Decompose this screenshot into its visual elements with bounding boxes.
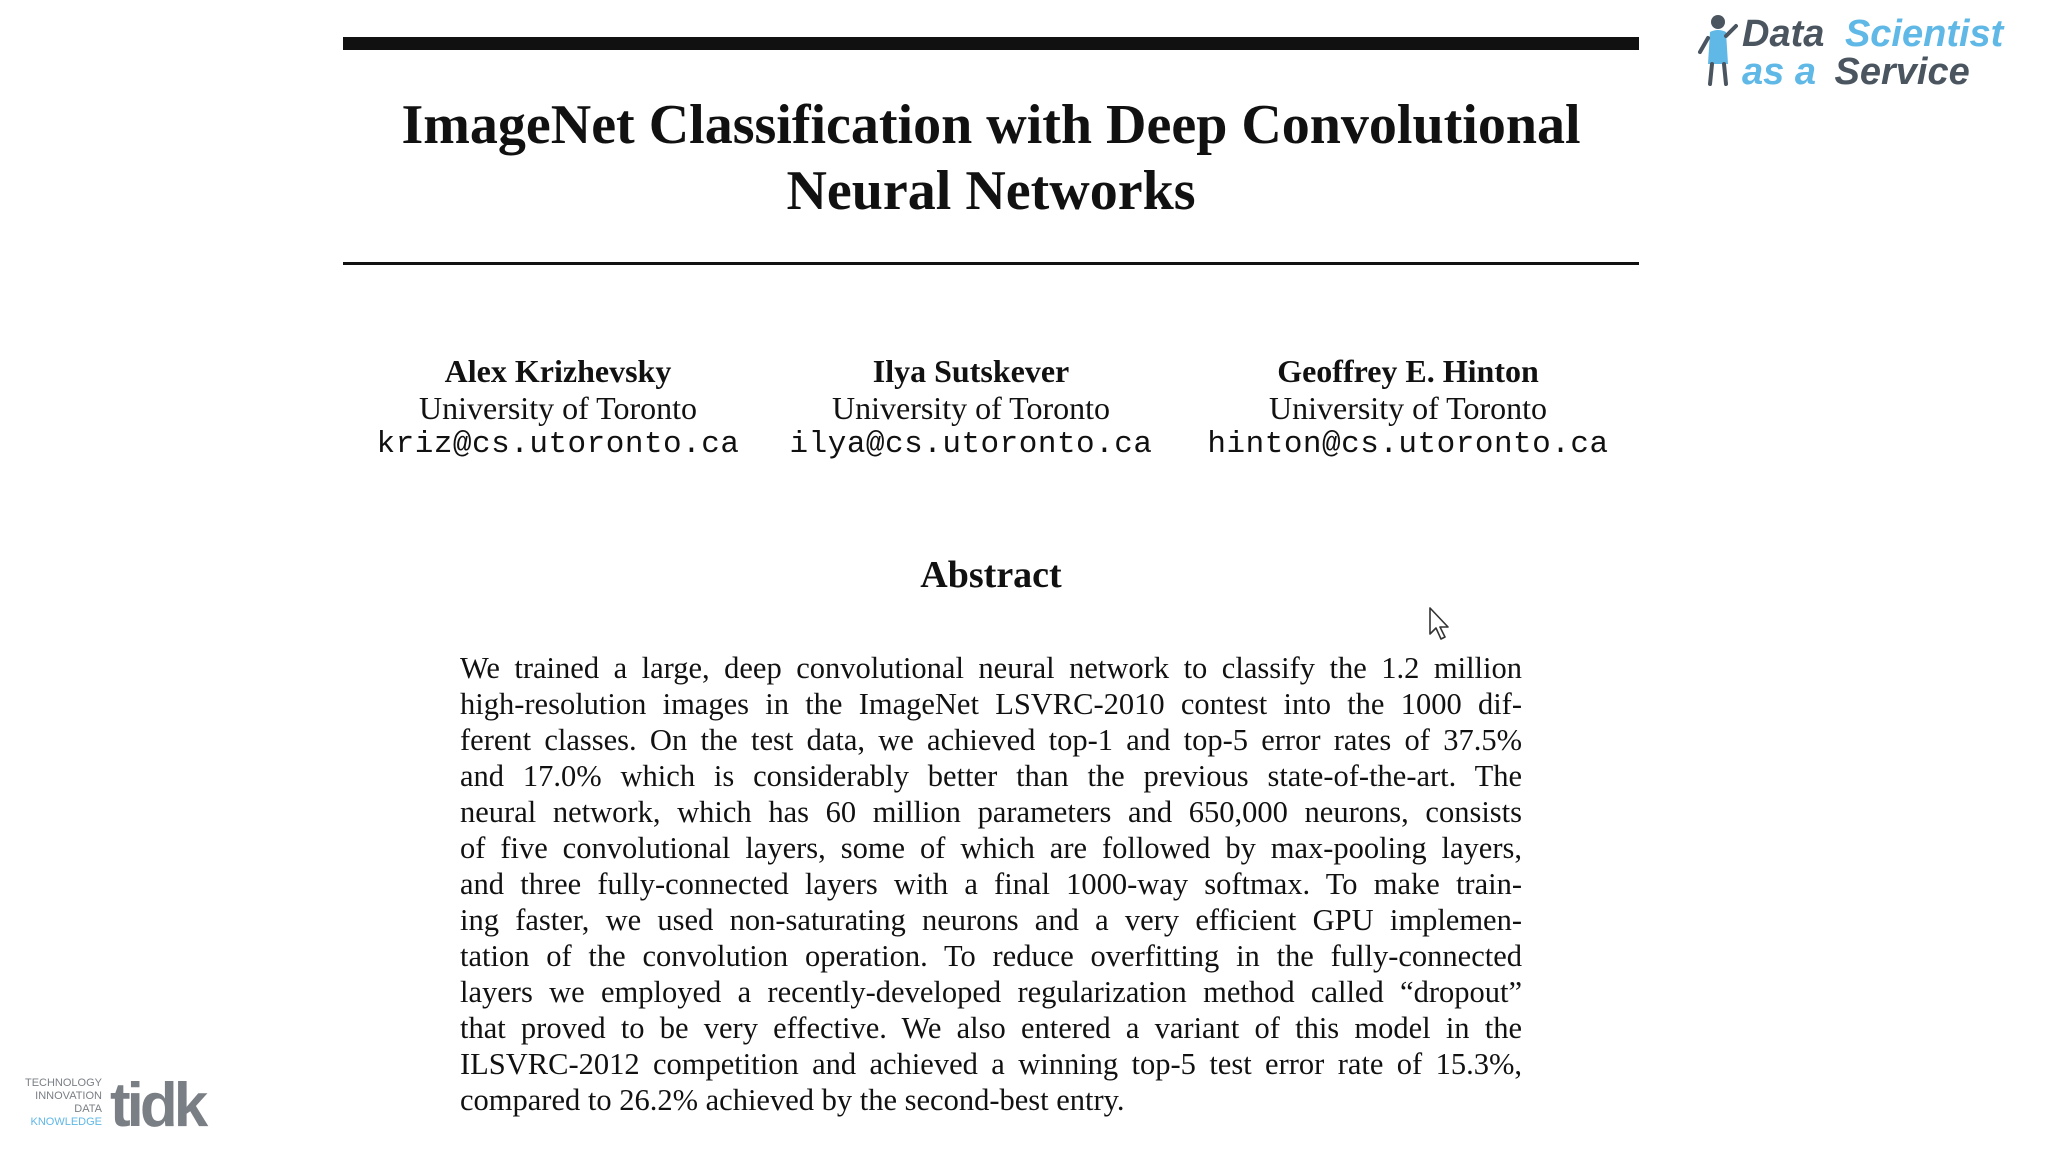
title-line-1: ImageNet Classification with Deep Convolutional [401,94,1581,156]
abstract-body [460,650,1522,1118]
author-affiliation: University of Toronto [418,390,698,426]
logo-word-scientist: Scientist [1844,13,2004,55]
top-rule [343,37,1639,50]
abstract-line: layers we employed a recently-developed regularization method called “dropout” [460,975,1522,1009]
abstract-line: ferent classes. On the test data, we achieved top-1 and top-5 error rates of 37.5% [460,723,1522,757]
abstract-line: tation of the convolution operation. To reduce overfitting in the fully-connected [460,939,1522,973]
logo-word-knowledge: KNOWLEDGE [30,1116,102,1128]
paper-title [343,92,1639,224]
logo-word-as-a: as a [1742,51,1816,92]
mouse-pointer-icon [1428,606,1454,642]
abstract-line: ILSVRC-2012 competition and achieved a winning top-5 test error rate of 15.3%, [460,1047,1522,1081]
author-email: kriz@cs.utoronto.ca [376,427,740,462]
abstract-line: high-resolution images in the ImageNet LSVRC-2010 contest into the 1000 dif- [460,687,1522,721]
author-name: Alex Krizhevsky [444,353,672,389]
logo-word-data: DATA [74,1103,102,1115]
author-affiliation: University of Toronto [831,390,1111,426]
author-email: hinton@cs.utoronto.ca [1207,427,1609,462]
tidk-logo [14,1072,234,1134]
abstract-line: ing faster, we used non-saturating neurons and a very efficient GPU implemen- [460,903,1522,937]
abstract-line: that proved to be very effective. We also entered a variant of this model in the [460,1011,1522,1045]
data-scientist-as-a-service-logo [1696,8,2016,92]
abstract-line: neural network, which has 60 million parameters and 650,000 neurons, consists [460,795,1522,829]
svg-text:Data Scientist [1742,13,2005,55]
title-bottom-rule [343,262,1639,265]
logo-word-innovation: INNOVATION [35,1090,102,1102]
author-name: Ilya Sutskever [872,353,1070,389]
abstract-line: of five convolutional layers, some of which are followed by max-pooling layers, [460,831,1522,865]
author-block-hinton [1188,352,1628,464]
logo-word-technology: TECHNOLOGY [24,1077,102,1089]
title-line-2: Neural Networks [786,160,1196,222]
author-block-sutskever [751,352,1191,464]
logo-mark-tidk: tidk [110,1072,205,1134]
author-affiliation: University of Toronto [1268,390,1548,426]
abstract-line: We trained a large, deep convolutional neural network to classify the 1.2 million [460,651,1522,685]
logo-word-data: Data [1742,13,1825,55]
abstract-line: and 17.0% which is considerably better than the previous state-of-the-art. The [460,759,1522,793]
abstract-line: and three fully-connected layers with a final 1000-way softmax. To make train- [460,867,1522,901]
author-block-krizhevsky [338,352,778,464]
svg-text:as a Service [1742,51,1970,92]
author-email: ilya@cs.utoronto.ca [789,427,1153,462]
abstract-line: compared to 26.2% achieved by the second-best entry. [460,1083,1125,1117]
author-name: Geoffrey E. Hinton [1277,353,1539,389]
scientist-figure-icon [1700,15,1736,84]
logo-word-service: Service [1834,51,1970,92]
abstract-heading: Abstract [920,554,1062,596]
